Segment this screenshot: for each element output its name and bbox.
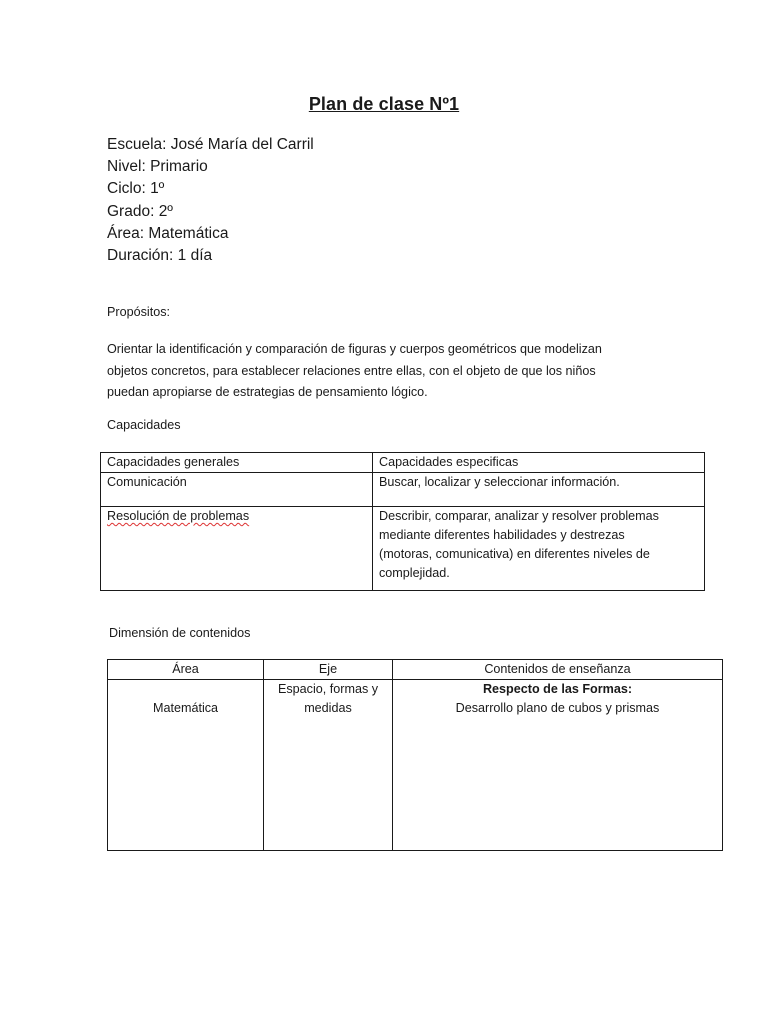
header-cell: Área: [108, 660, 264, 680]
content-dimension-label: Dimensión de contenidos: [109, 626, 251, 640]
level-line: Nivel: Primario: [107, 158, 208, 176]
content-text: Desarrollo plano de cubos y prismas: [455, 701, 660, 715]
purposes-line: objetos concretos, para establecer relaciones entre ellas, con el objeto de que los niños: [107, 363, 596, 378]
cycle-line: Ciclo: 1º: [107, 180, 165, 198]
cell-line: Espacio, formas y: [277, 682, 379, 696]
table-row: [108, 680, 723, 851]
duration-line: Duración: 1 día: [107, 247, 213, 265]
axis-cell: [264, 680, 393, 851]
header-cell: Capacidades generales: [101, 453, 373, 473]
header-cell: Eje: [264, 660, 393, 680]
grade-line: Grado: 2º: [107, 202, 173, 220]
teaching-content-cell: [393, 680, 723, 851]
capacities-table: [100, 452, 705, 591]
general-capacity-cell: Comunicación: [101, 473, 373, 507]
cell-line: mediante diferentes habilidades y destrezas: [379, 528, 625, 542]
header-cell: Contenidos de enseñanza: [393, 660, 723, 680]
class-info-block: [107, 134, 314, 267]
table-row: [101, 473, 705, 507]
purposes-line: puedan apropiarse de estrategias de pensamiento lógico.: [107, 385, 428, 399]
general-capacity-cell: [101, 507, 373, 591]
table-header-row: [108, 660, 723, 680]
spellcheck-flagged-text: Resolución de problemas: [107, 509, 250, 523]
table-header-row: [101, 453, 705, 473]
purposes-line: Orientar la identificación y comparación de figuras y cuerpos geométricos que modelizan: [107, 342, 602, 356]
capacities-label: Capacidades: [107, 418, 181, 432]
purposes-text: [107, 339, 707, 404]
area-cell: [108, 680, 264, 851]
cell-line: complejidad.: [379, 566, 450, 580]
content-dimension-table: [107, 659, 723, 851]
document-title: Plan de clase Nº1: [308, 94, 460, 114]
area-value: Matemática: [152, 701, 219, 715]
specific-capacity-cell: Buscar, localizar y seleccionar información.: [373, 473, 705, 507]
table-row: [101, 507, 705, 591]
area-line: Área: Matemática: [107, 224, 229, 242]
content-heading: Respecto de las Formas:: [482, 682, 633, 696]
purposes-label: Propósitos:: [107, 305, 170, 319]
specific-capacity-cell: [373, 507, 705, 591]
school-line: Escuela: José María del Carril: [107, 136, 314, 153]
spacer: [112, 680, 259, 699]
header-cell: Capacidades especificas: [373, 453, 705, 473]
cell-line: Describir, comparar, analizar y resolver problemas: [379, 509, 659, 523]
cell-line: (motoras, comunicativa) en diferentes niveles de: [379, 547, 650, 561]
cell-line: medidas: [304, 701, 352, 715]
